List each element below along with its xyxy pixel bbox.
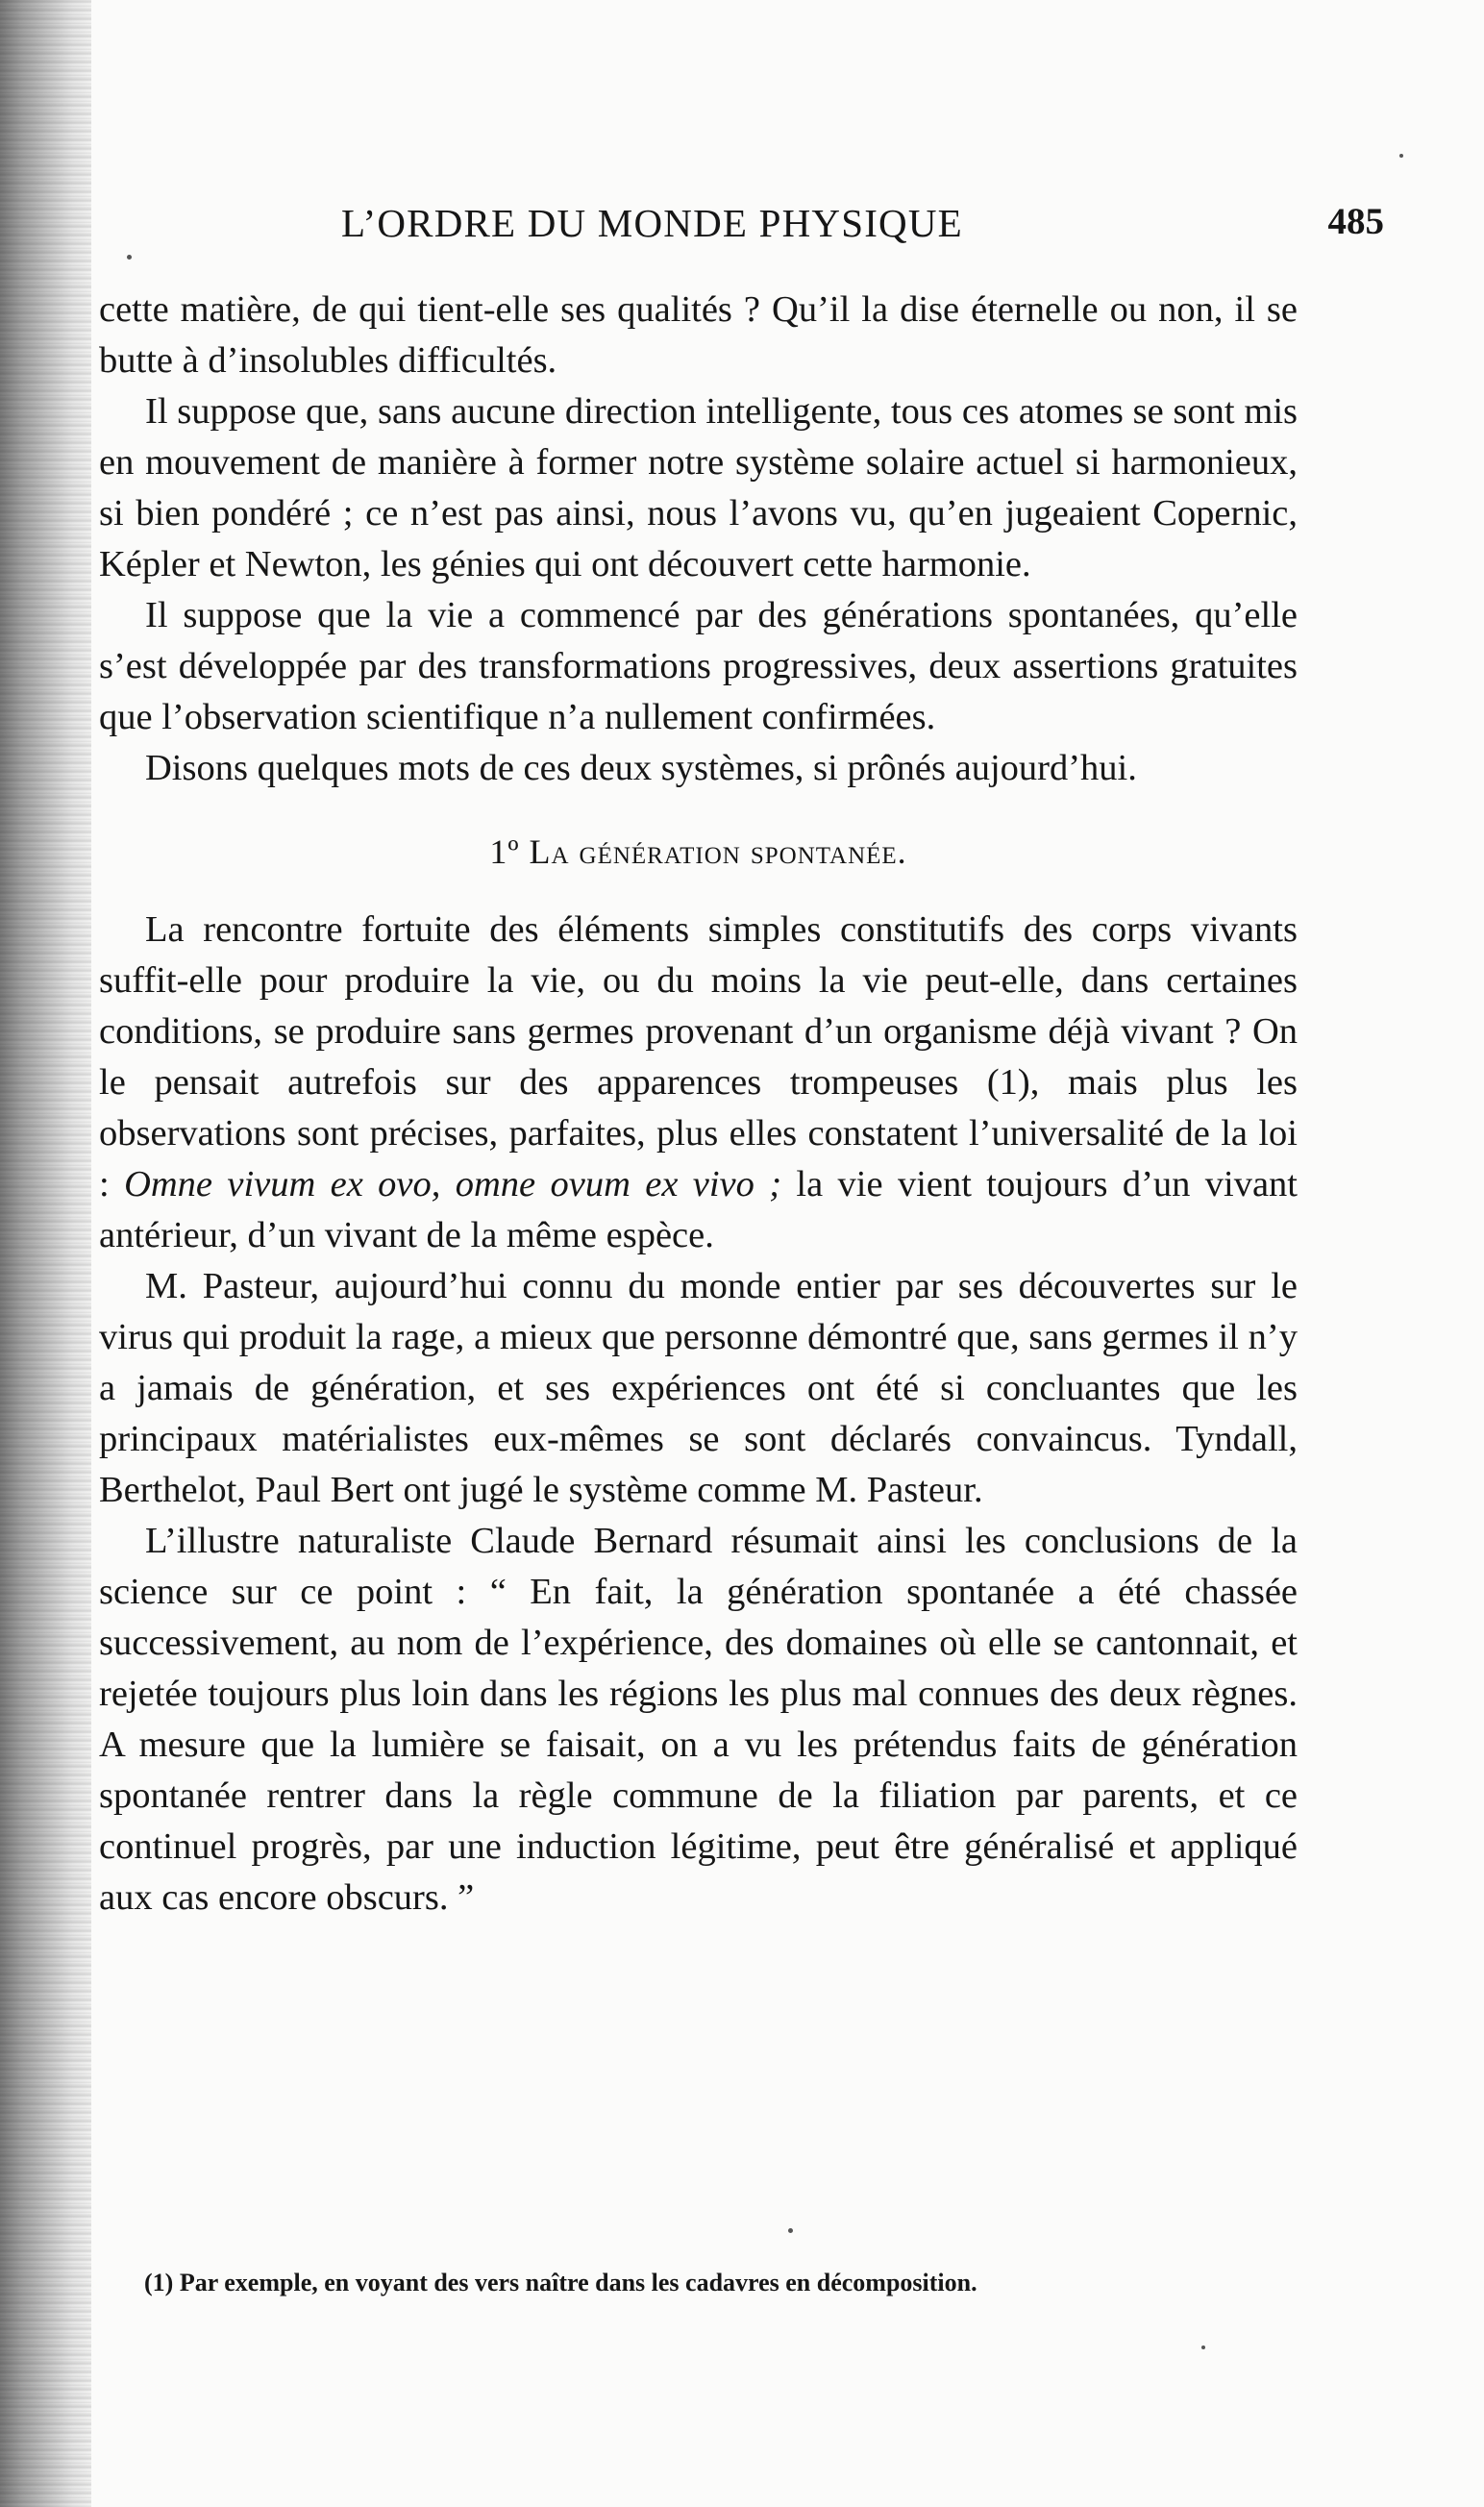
paragraph-pasteur: M. Pasteur, aujourd’hui connu du monde entier par ses découvertes sur le virus qui produit la rage, a mieux que personne démontré que, sans germes il n’y a jamais de génération, et ses expériences ont été si concluantes que les principaux matérialistes eux-mêmes se sont déclarés convaincus. Tyndall, Berthelot, Paul Bert ont jugé le système comme M. Pasteur. [99,1266,1298,1510]
book-binding-edge [0,0,91,2507]
scan-speck [1399,154,1403,158]
latin-maxim: Omne vivum ex ovo, omne ovum ex vivo ; [124,1164,782,1204]
paragraph-transition: Disons quelques mots de ces deux systèmes, si prônés aujourd’hui. [145,748,1137,788]
paragraph-spontaneous-generation [99,905,1298,1261]
paragraph-life-origin: Il suppose que la vie a commencé par des générations spontanées, qu’elle s’est développée par des transformations progressives, deux assertions gratuites que l’observation scientifique n’a nullement confirmées. [99,595,1298,737]
footnote: (1) Par exemple, en voyant des vers naître dans les cadavres en décomposition. [144,2269,977,2296]
main-text [99,285,1298,1924]
paragraph-claude-bernard: L’illustre naturaliste Claude Bernard résumait ainsi les conclusions de la science sur ce point : “ En fait, la génération spontanée a été chassée successivement, au nom de l’expérience, des domaines où elle se cantonnait, et rejetée toujours plus loin dans les régions les plus mal connues des deux règnes. A mesure que la lumière se faisait, on a vu les prétendus faits de génération spontanée rentrer dans la règle commune de la filiation par parents, et ce continuel progrès, par une induction légitime, peut être généralisé et appliqué aux cas encore obscurs. ” [99,1521,1298,1918]
page-number: 485 [1327,201,1384,242]
paragraph-continuation: cette matière, de qui tient-elle ses qualités ? Qu’il la dise éternelle ou non, il se butte à d’insolubles difficultés. [99,289,1298,381]
section-heading [99,827,1298,880]
scan-speck [788,2228,793,2233]
running-header [96,200,1384,258]
scan-speck [127,255,132,260]
paragraph-solar-system: Il suppose que, sans aucune direction intelligente, tous ces atomes se sont mis en mouvement de manière à former notre système solaire actuel si harmonieux, si bien pondéré ; ce n’est pas ainsi, nous l’avons vu, qu’en jugeaient Copernic, Képler et Newton, les génies qui ont découvert cette harmonie. [99,391,1298,584]
section-heading-text: 1º La génération spontanée. [489,832,907,871]
paragraph-text: la vie vient toujours d’un vivant antérieur, d’un vivant de la même espèce. [99,1164,1298,1255]
running-title: L’ORDRE DU MONDE PHYSIQUE [341,201,963,245]
scan-speck [1201,2346,1205,2349]
paragraph-text: La rencontre fortuite des éléments simples constitutifs des corps vivants suffit-elle pour produire la vie, ou du moins la vie peut-elle, dans certaines conditions, se produire sans germes provenant d’un organisme déjà vivant ? On le pensait autrefois sur des apparences trompeuses (1), mais plus les observations sont précises, parfaites, plus elles constatent l’universalité de la loi : [99,909,1298,1204]
